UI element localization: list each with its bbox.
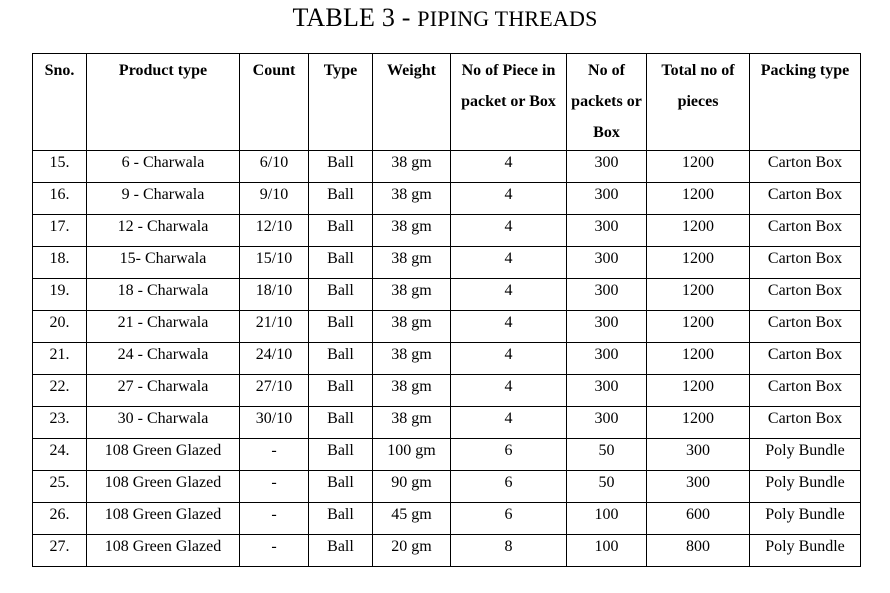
packing-type-cell: Poly Bundle xyxy=(750,503,861,535)
count-cell: - xyxy=(240,471,309,503)
packets-cell: 300 xyxy=(567,343,647,375)
sno-cell: 16. xyxy=(33,183,87,215)
packing-type-cell: Carton Box xyxy=(750,375,861,407)
weight-cell: 38 gm xyxy=(373,279,451,311)
type-cell: Ball xyxy=(309,183,373,215)
product-type-cell: 21 - Charwala xyxy=(87,311,240,343)
type-cell: Ball xyxy=(309,503,373,535)
packets-cell: 300 xyxy=(567,407,647,439)
total-pieces-cell: 1200 xyxy=(647,343,750,375)
table-row xyxy=(33,407,861,439)
packing-type-cell: Carton Box xyxy=(750,311,861,343)
header-cell: Packing type xyxy=(750,54,861,151)
total-pieces-cell: 1200 xyxy=(647,247,750,279)
product-type-cell: 108 Green Glazed xyxy=(87,439,240,471)
packets-cell: 300 xyxy=(567,183,647,215)
count-cell: 9/10 xyxy=(240,183,309,215)
weight-cell: 38 gm xyxy=(373,151,451,183)
product-type-cell: 30 - Charwala xyxy=(87,407,240,439)
count-cell: 21/10 xyxy=(240,311,309,343)
packing-type-cell: Carton Box xyxy=(750,215,861,247)
header-cell: Sno. xyxy=(33,54,87,151)
weight-cell: 38 gm xyxy=(373,375,451,407)
header-cell: Type xyxy=(309,54,373,151)
type-cell: Ball xyxy=(309,247,373,279)
weight-cell: 100 gm xyxy=(373,439,451,471)
sno-cell: 24. xyxy=(33,439,87,471)
total-pieces-cell: 1200 xyxy=(647,375,750,407)
pieces-per-packet-cell: 4 xyxy=(451,279,567,311)
total-pieces-cell: 1200 xyxy=(647,311,750,343)
packing-type-cell: Poly Bundle xyxy=(750,535,861,567)
packing-type-cell: Carton Box xyxy=(750,343,861,375)
weight-cell: 45 gm xyxy=(373,503,451,535)
table-row xyxy=(33,503,861,535)
pieces-per-packet-cell: 4 xyxy=(451,183,567,215)
product-type-cell: 15- Charwala xyxy=(87,247,240,279)
packets-cell: 300 xyxy=(567,279,647,311)
sno-cell: 21. xyxy=(33,343,87,375)
product-type-cell: 108 Green Glazed xyxy=(87,503,240,535)
weight-cell: 38 gm xyxy=(373,311,451,343)
type-cell: Ball xyxy=(309,151,373,183)
count-cell: 6/10 xyxy=(240,151,309,183)
total-pieces-cell: 300 xyxy=(647,439,750,471)
type-cell: Ball xyxy=(309,215,373,247)
count-cell: 12/10 xyxy=(240,215,309,247)
table-row xyxy=(33,311,861,343)
type-cell: Ball xyxy=(309,471,373,503)
weight-cell: 38 gm xyxy=(373,343,451,375)
header-row xyxy=(33,54,861,151)
table-row xyxy=(33,439,861,471)
table-body xyxy=(33,151,861,567)
weight-cell: 38 gm xyxy=(373,247,451,279)
pieces-per-packet-cell: 4 xyxy=(451,215,567,247)
type-cell: Ball xyxy=(309,407,373,439)
count-cell: 15/10 xyxy=(240,247,309,279)
sno-cell: 27. xyxy=(33,535,87,567)
type-cell: Ball xyxy=(309,279,373,311)
sno-cell: 19. xyxy=(33,279,87,311)
product-type-cell: 24 - Charwala xyxy=(87,343,240,375)
packing-type-cell: Carton Box xyxy=(750,247,861,279)
count-cell: 18/10 xyxy=(240,279,309,311)
type-cell: Ball xyxy=(309,439,373,471)
packets-cell: 100 xyxy=(567,503,647,535)
packets-cell: 300 xyxy=(567,215,647,247)
total-pieces-cell: 300 xyxy=(647,471,750,503)
table-title xyxy=(0,2,890,35)
piping-threads-table xyxy=(32,53,861,567)
packets-cell: 300 xyxy=(567,151,647,183)
sno-cell: 25. xyxy=(33,471,87,503)
sno-cell: 17. xyxy=(33,215,87,247)
packing-type-cell: Carton Box xyxy=(750,407,861,439)
weight-cell: 38 gm xyxy=(373,183,451,215)
pieces-per-packet-cell: 6 xyxy=(451,439,567,471)
total-pieces-cell: 800 xyxy=(647,535,750,567)
product-type-cell: 27 - Charwala xyxy=(87,375,240,407)
header-cell: Product type xyxy=(87,54,240,151)
packets-cell: 50 xyxy=(567,471,647,503)
count-cell: - xyxy=(240,439,309,471)
pieces-per-packet-cell: 4 xyxy=(451,247,567,279)
pieces-per-packet-cell: 4 xyxy=(451,375,567,407)
sno-cell: 23. xyxy=(33,407,87,439)
product-type-cell: 9 - Charwala xyxy=(87,183,240,215)
table-row xyxy=(33,151,861,183)
sno-cell: 20. xyxy=(33,311,87,343)
table-row xyxy=(33,375,861,407)
table-row xyxy=(33,215,861,247)
header-cell: No of packets or Box xyxy=(567,54,647,151)
pieces-per-packet-cell: 8 xyxy=(451,535,567,567)
product-type-cell: 12 - Charwala xyxy=(87,215,240,247)
packets-cell: 300 xyxy=(567,375,647,407)
sno-cell: 22. xyxy=(33,375,87,407)
packing-type-cell: Carton Box xyxy=(750,279,861,311)
header-cell: Count xyxy=(240,54,309,151)
packing-type-cell: Poly Bundle xyxy=(750,439,861,471)
pieces-per-packet-cell: 6 xyxy=(451,471,567,503)
weight-cell: 90 gm xyxy=(373,471,451,503)
total-pieces-cell: 600 xyxy=(647,503,750,535)
table-title-main: TABLE 3 - xyxy=(292,3,418,32)
count-cell: 24/10 xyxy=(240,343,309,375)
header-cell: Weight xyxy=(373,54,451,151)
pieces-per-packet-cell: 4 xyxy=(451,311,567,343)
total-pieces-cell: 1200 xyxy=(647,215,750,247)
total-pieces-cell: 1200 xyxy=(647,183,750,215)
total-pieces-cell: 1200 xyxy=(647,407,750,439)
type-cell: Ball xyxy=(309,375,373,407)
count-cell: 27/10 xyxy=(240,375,309,407)
packets-cell: 300 xyxy=(567,247,647,279)
packing-type-cell: Carton Box xyxy=(750,151,861,183)
table-row xyxy=(33,535,861,567)
sno-cell: 18. xyxy=(33,247,87,279)
weight-cell: 38 gm xyxy=(373,407,451,439)
weight-cell: 38 gm xyxy=(373,215,451,247)
header-cell: No of Piece in packet or Box xyxy=(451,54,567,151)
packing-type-cell: Carton Box xyxy=(750,183,861,215)
total-pieces-cell: 1200 xyxy=(647,151,750,183)
sno-cell: 26. xyxy=(33,503,87,535)
table-row xyxy=(33,183,861,215)
pieces-per-packet-cell: 4 xyxy=(451,343,567,375)
type-cell: Ball xyxy=(309,311,373,343)
count-cell: - xyxy=(240,535,309,567)
packets-cell: 300 xyxy=(567,311,647,343)
pieces-per-packet-cell: 6 xyxy=(451,503,567,535)
product-type-cell: 6 - Charwala xyxy=(87,151,240,183)
pieces-per-packet-cell: 4 xyxy=(451,407,567,439)
table-row xyxy=(33,279,861,311)
sno-cell: 15. xyxy=(33,151,87,183)
table-title-sub: PIPING THREADS xyxy=(417,6,598,31)
type-cell: Ball xyxy=(309,535,373,567)
count-cell: 30/10 xyxy=(240,407,309,439)
table-row xyxy=(33,343,861,375)
product-type-cell: 18 - Charwala xyxy=(87,279,240,311)
type-cell: Ball xyxy=(309,343,373,375)
product-type-cell: 108 Green Glazed xyxy=(87,535,240,567)
weight-cell: 20 gm xyxy=(373,535,451,567)
packets-cell: 100 xyxy=(567,535,647,567)
packing-type-cell: Poly Bundle xyxy=(750,471,861,503)
packets-cell: 50 xyxy=(567,439,647,471)
total-pieces-cell: 1200 xyxy=(647,279,750,311)
pieces-per-packet-cell: 4 xyxy=(451,151,567,183)
product-type-cell: 108 Green Glazed xyxy=(87,471,240,503)
table-row xyxy=(33,247,861,279)
count-cell: - xyxy=(240,503,309,535)
table-row xyxy=(33,471,861,503)
header-cell: Total no of pieces xyxy=(647,54,750,151)
